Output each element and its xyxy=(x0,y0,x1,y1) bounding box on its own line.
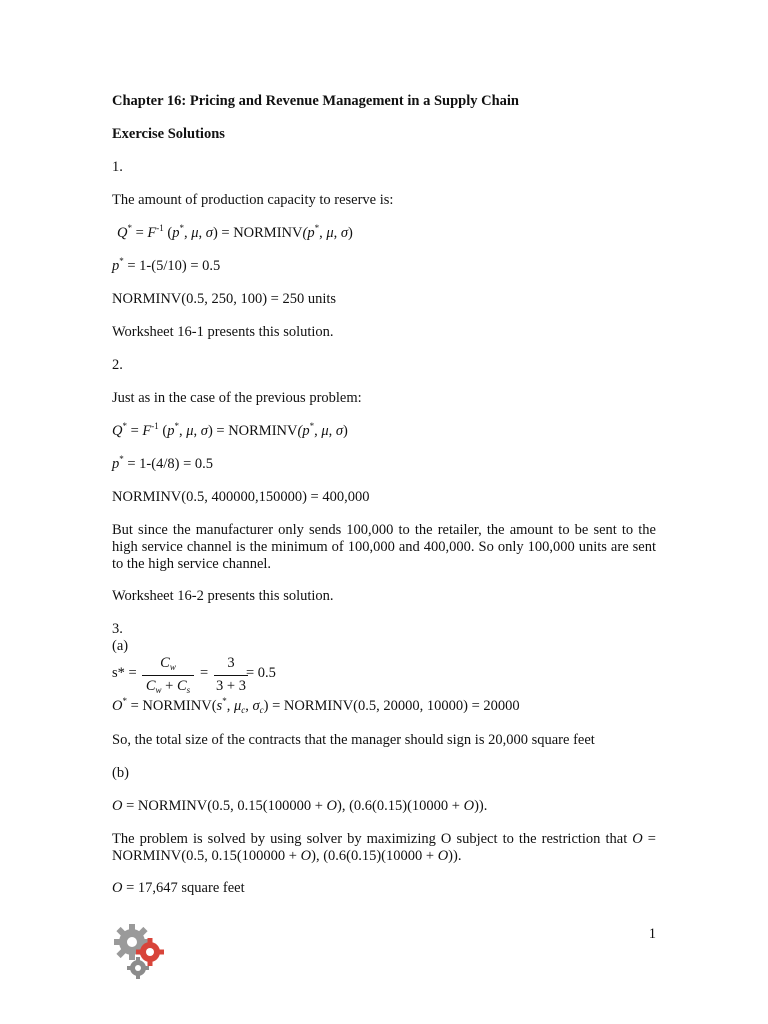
exercise-2-paragraph: But since the manufacturer only sends 100,000 to the retailer, the amount to be sent to the high service channel is the minimum of 100,000 and 400,000. So only 100,000 units are sent to the high service channel. xyxy=(112,522,656,572)
exercise-3-part-a: (a) xyxy=(112,638,129,654)
fraction-2-numerator: 3 xyxy=(227,655,235,671)
exercise-1-norminv: NORMINV(0.5, 250, 100) = 250 units xyxy=(112,291,337,307)
fraction-1-bar xyxy=(142,675,194,676)
exercise-3-number: 3. xyxy=(112,621,123,637)
exercise-1-number: 1. xyxy=(112,159,123,175)
exercise-1-worksheet: Worksheet 16-1 presents this solution. xyxy=(112,324,334,340)
document-title: Chapter 16: Pricing and Revenue Management in a Supply Chain xyxy=(112,93,519,109)
exercise-2-formula: $Q^* = F^{-1}$ (p*, μ, σ) = NORMINV(p*, μ, σ) xyxy=(112,421,348,439)
exercise-3-part-b: (b) xyxy=(112,765,129,781)
exercise-1-pstar: p* = 1-(5/10) = 0.5 xyxy=(112,256,221,274)
exercise-2-worksheet: Worksheet 16-2 presents this solution. xyxy=(112,588,334,604)
exercise-2-norminv: NORMINV(0.5, 400000,150000) = 400,000 xyxy=(112,489,370,505)
exercise-1-formula: $Q^* = F^{-1}$ (p*, μ, σ) = NORMINV(p*, μ, σ) xyxy=(117,223,353,241)
exercise-2-intro: Just as in the case of the previous problem: xyxy=(112,390,362,406)
fraction-2-denominator: 3 + 3 xyxy=(216,678,246,694)
fraction-2-bar xyxy=(214,675,248,676)
fraction-1-numerator: $C_w$ xyxy=(160,655,176,672)
fraction-result: = 0.5 xyxy=(246,665,276,681)
exercise-3-conclusion: So, the total size of the contracts that the manager should sign is 20,000 square feet xyxy=(112,732,595,748)
gears-logo-icon xyxy=(112,922,168,980)
exercise-2-pstar: p* = 1-(4/8) = 0.5 xyxy=(112,454,213,472)
o-formula: O = NORMINV(0.5, 0.15(100000 + O), (0.6(0.15)(10000 + O)). xyxy=(112,798,488,814)
exercise-1-intro: The amount of production capacity to reserve is: xyxy=(112,192,394,208)
exercise-2-number: 2. xyxy=(112,357,123,373)
section-heading: Exercise Solutions xyxy=(112,126,225,142)
fraction-1-denominator: $C_w + C_s$ xyxy=(145,678,191,695)
o-result: O = 17,647 square feet xyxy=(112,880,245,896)
sstar-label: s* = xyxy=(112,665,137,681)
solver-paragraph: The problem is solved by using solver by maximizing O subject to the restriction that O = NORMINV(0.5, 0.15(100000 + O), (0.6(0.15)(10000 + O)). xyxy=(112,831,656,864)
fraction-equals: = xyxy=(200,665,209,681)
page-number: 1 xyxy=(648,926,656,942)
ostar-line: O* = NORMINV(s*, $\mu_c$, $\sigma_c$) = NORMINV(0.5, 20000, 10000) = 20000 xyxy=(112,696,520,715)
